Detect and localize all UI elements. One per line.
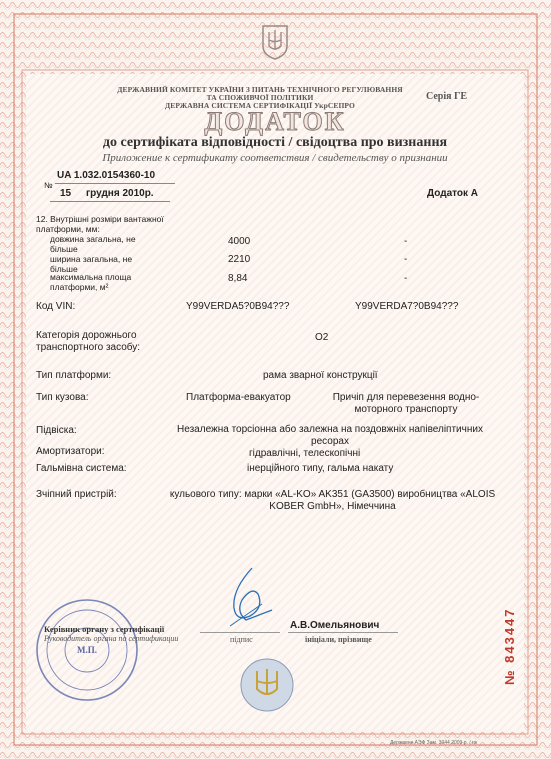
- trident-emblem-icon: [255, 22, 295, 62]
- category-label: Категорія дорожнього транспортного засобу:: [36, 330, 141, 353]
- dims-width-other: -: [404, 254, 408, 265]
- brake-label: Гальмівна система:: [36, 463, 127, 474]
- dims-length-label: довжина загальна, не більше: [50, 234, 136, 254]
- vin-label: Код VIN:: [36, 301, 76, 312]
- dims-length-value: 4000: [228, 236, 251, 247]
- shock-value: гідравлічні, телескопічні: [249, 448, 361, 459]
- dims-area-other: -: [404, 273, 408, 284]
- brake-value: інерційного типу, гальма накату: [247, 463, 394, 474]
- body-type-value-2: Причіп для перевезення водно-моторного транспорту: [332, 392, 480, 415]
- document-title: ДОДАТОК: [204, 107, 346, 136]
- dims-width-label: ширина загальна, не більше: [50, 254, 133, 274]
- cert-month-year: грудня 2010р.: [86, 188, 154, 199]
- serial-number: [502, 565, 516, 685]
- cert-number: UA 1.032.0154360-10: [57, 170, 156, 181]
- hologram-emblem-icon: [237, 655, 297, 715]
- dims-length-other: -: [404, 236, 408, 247]
- header-line-2: ТА СПОЖИВЧОЇ ПОЛІТИКИ: [206, 93, 314, 102]
- coupling-label: Зчіпний пристрій:: [36, 489, 117, 500]
- signature-mark: [212, 560, 282, 640]
- appendix-label: Додаток А: [427, 188, 479, 199]
- vin-value-2: Y99VERDA7?0B94???: [355, 301, 459, 312]
- dims-width-value: 2210: [228, 254, 251, 265]
- serial-prefix: №: [502, 668, 517, 685]
- body-type-value-1: Платформа-евакуатор: [186, 392, 291, 403]
- subtitle-ru: Приложение к сертификату соответствия / свидетельству о признании: [102, 152, 448, 164]
- serial-value: 843447: [502, 607, 517, 663]
- signer-name: А.В.Омельянович: [290, 620, 380, 631]
- head-label-ua: Керівник органу з сертифікації: [44, 624, 165, 634]
- subtitle-ua: до сертифіката відповідності / свідоцтва про визнання: [102, 135, 448, 150]
- stamp-mp-label: М.П.: [77, 645, 97, 655]
- shock-label: Амортизатори:: [36, 446, 105, 457]
- signature-label: підпис: [230, 635, 253, 644]
- certification-stamp: [32, 595, 142, 705]
- header-line-3: ДЕРЖАВНА СИСТЕМА СЕРТИФІКАЦІЇ УкрСЕПРО: [165, 101, 355, 110]
- suspension-value: Незалежна торсіонна або залежна на поздовжніх напівеліптичних ресорах: [177, 424, 483, 447]
- coupling-value: кульового типу: марки «AL-KO» AK351 (GA3500) виробництва «ALOIS KOBER GmbH», Німеччина: [169, 489, 496, 512]
- platform-label: Тип платформи:: [36, 370, 112, 381]
- platform-value: рама зварної конструкції: [263, 370, 378, 381]
- cert-number-prefix: №: [44, 181, 53, 190]
- dims-heading: 12. Внутрішні розміри вантажної платформи, мм:: [36, 214, 164, 234]
- series-label: Серія ГЕ: [426, 91, 468, 102]
- suspension-label: Підвіска:: [36, 425, 77, 436]
- print-note: Державне АЭФ Зам. 3044 2009 р. / гж: [390, 740, 478, 746]
- category-value: O2: [315, 332, 329, 343]
- name-label: ініціали, прізвище: [305, 635, 372, 644]
- body-type-label: Тип кузова:: [36, 392, 89, 403]
- header-line-1: ДЕРЖАВНИЙ КОМІТЕТ УКРАЇНИ З ПИТАНЬ ТЕХНІЧНОГО РЕГУЛЮВАННЯ: [117, 85, 403, 94]
- cert-day: 15: [60, 188, 72, 199]
- head-label-ru: Руководитель органа по сертификации: [44, 634, 179, 643]
- dims-area-label: максимальна площа платформи, м²: [50, 272, 132, 292]
- vin-value-1: Y99VERDA5?0B94???: [186, 301, 290, 312]
- dims-area-value: 8,84: [228, 273, 248, 284]
